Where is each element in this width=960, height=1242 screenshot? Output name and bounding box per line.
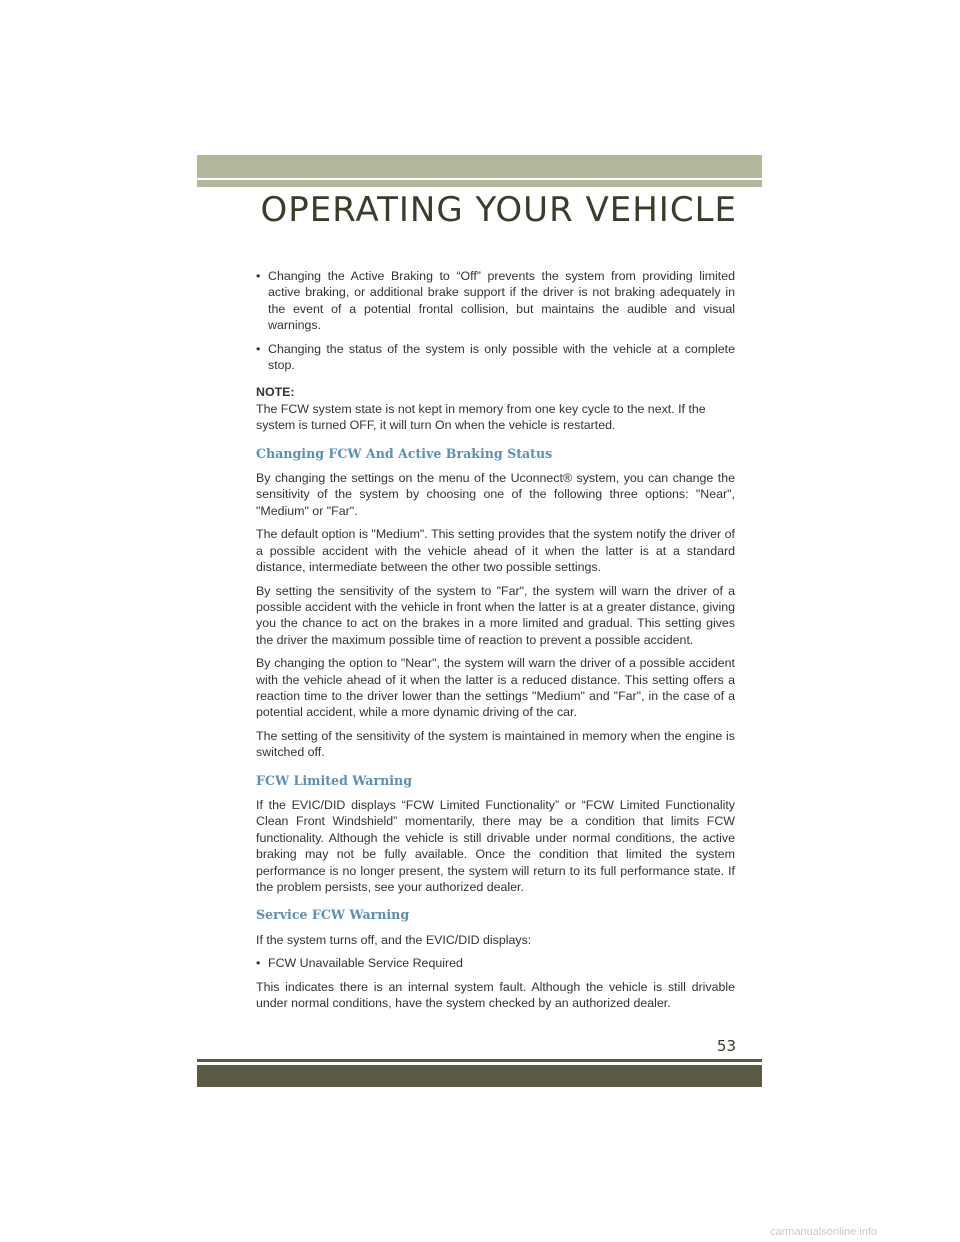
bullet-text: Changing the Active Braking to “Off” prevents the system from providing limited active braking, or additional brake support if the driver is not braking adequately in the event of a potential frontal collision, but maintains the audible and visual warnings. (268, 269, 735, 333)
paragraph: The setting of the sensitivity of the system is maintained in memory when the engine is switched off. (256, 728, 735, 760)
heading-fcw-status: Changing FCW And Active Braking Status (256, 445, 553, 461)
paragraph: If the EVIC/DID displays “FCW Limited Functionality” or “FCW Limited Functionality Clean Front Windshield” momentarily, there may be a condition that limits FCW functionality. Although the vehicle is still drivable under normal conditions, the active braking may not be fully available. Once the condition that limited the system performance is no longer present, the system will return to its full performance state. If the problem persists, see your authorized dealer. (256, 797, 735, 894)
header-band-thin (197, 180, 762, 187)
heading-service-fcw: Service FCW Warning (256, 907, 410, 923)
bullet-symbol: • (256, 956, 261, 971)
section-title: OPERATING YOUR VEHICLE (260, 190, 737, 230)
page-number: 53 (716, 1037, 736, 1055)
paragraph: By setting the sensitivity of the system to "Far", the system will warn the driver of a possible accident with the vehicle in front when the latter is at a greater distance, giving you the chance to act on the brakes in a more limited and gradual. This setting gives the driver the maximum possible time of reaction to prevent a possible accident. (256, 583, 735, 647)
footer-band (197, 1065, 762, 1087)
list-item (256, 341, 735, 374)
watermark-text[interactable]: carmanualsonline.info (770, 1226, 878, 1238)
bullet-symbol: • (256, 341, 261, 356)
paragraph: By changing the option to "Near", the system will warn the driver of a possible accident with the vehicle ahead of it when the latter is a reduced distance. This setting offers a reaction time to the driver lower than the settings "Medium" and "Far", in the case of a potential accident, while a more dynamic driving of the car. (256, 656, 735, 720)
page-content (256, 268, 735, 1018)
header-band (197, 155, 762, 178)
note-label: NOTE: (256, 385, 295, 400)
list-item (256, 955, 735, 971)
heading-fcw-limited: FCW Limited Warning (256, 772, 413, 788)
paragraph: The default option is "Medium". This setting provides that the system notify the driver of a possible accident with the vehicle ahead of it when the latter is at a standard distance, intermediate between the other two possible settings. (256, 527, 735, 575)
bullet-text: Changing the status of the system is only possible with the vehicle at a complete stop. (268, 341, 735, 373)
paragraph: This indicates there is an internal system fault. Although the vehicle is still drivable under normal conditions, have the system checked by an authorized dealer. (256, 979, 735, 1011)
footer-band-thin (197, 1059, 762, 1062)
list-item (256, 268, 735, 334)
paragraph: If the system turns off, and the EVIC/DID displays: (256, 932, 532, 947)
paragraph: By changing the settings on the menu of the Uconnect® system, you can change the sensitivity of the system by choosing one of the following three options: "Near", "Medium" or "Far". (256, 471, 735, 518)
bullet-text: FCW Unavailable Service Required (268, 956, 463, 971)
note-text: The FCW system state is not kept in memory from one key cycle to the next. If the system is turned OFF, it will turn On when the vehicle is restarted. (256, 401, 706, 433)
bullet-symbol: • (256, 269, 261, 283)
